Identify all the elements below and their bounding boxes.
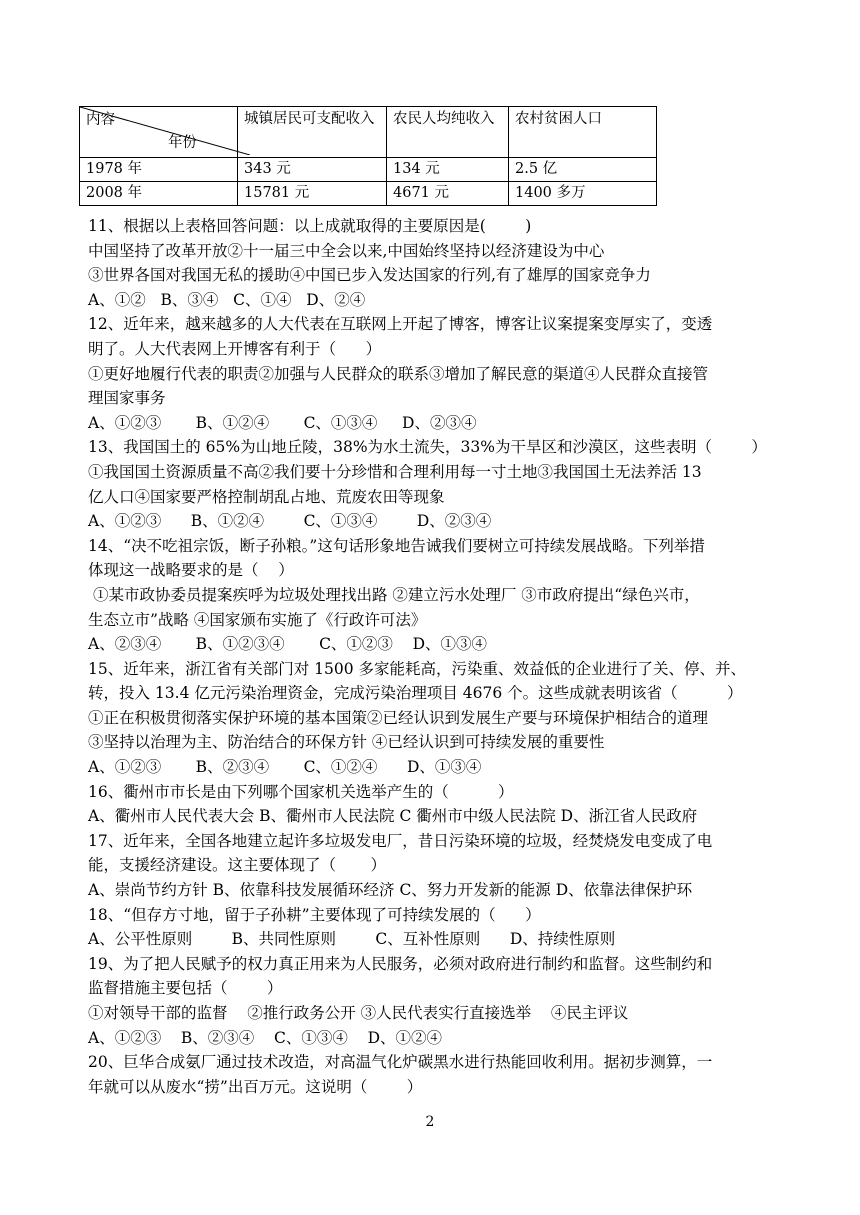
table-row xyxy=(80,158,657,182)
text-line: ③世界各国对我国无私的援助④中国已步入发达国家的行列,有了雄厚的国家竞争力 xyxy=(88,266,651,285)
text-line: 生态立市”战略 ④国家颁布实施了《行政许可法》 xyxy=(88,610,427,629)
text-line: A、①②③ B、①②④ C、①③④ D、②③④ xyxy=(88,512,492,531)
text-line: A、公平性原则 B、共同性原则 C、互补性原则 D、持续性原则 xyxy=(88,930,616,949)
text-line: 17、近年来，全国各地建立起许多垃圾发电厂，昔日污染环境的垃圾，经焚烧发电变成了电 xyxy=(88,831,713,850)
income-table xyxy=(79,106,657,206)
table-cell-year: 1978 年 xyxy=(80,158,238,182)
table-header-row xyxy=(80,107,657,158)
text-line: ③坚持以治理为主、防治结合的环保方针 ④已经认识到可持续发展的重要性 xyxy=(88,733,605,752)
text-line: 14、“决不吃祖宗饭，断子孙粮。”这句话形象地告诫我们要树立可持续发展战略。下列举措 xyxy=(88,536,705,555)
page-number: 2 xyxy=(425,1114,435,1130)
text-line: A、①② B、③④ C、①④ D、②④ xyxy=(88,290,366,309)
table-cell-poverty: 2.5 亿 xyxy=(509,158,657,182)
text-line: 年就可以从废水“捞”出百万元。这说明（ ） xyxy=(88,1077,423,1096)
text-line: 体现这一战略要求的是（ ） xyxy=(88,561,294,580)
text-line: 能，支援经济建设。这主要体现了（ ） xyxy=(88,856,386,875)
text-line: 亿人口④国家要严格控制胡乱占地、荒废农田等现象 xyxy=(88,487,445,506)
text-line: A、①②③ B、②③④ C、①③④ D、①②④ xyxy=(88,1028,442,1047)
text-line: 20、巨华合成氨厂通过技术改造，对高温气化炉碳黑水进行热能回收利用。据初步测算，一 xyxy=(88,1053,713,1072)
text-line: 15、近年来，浙江省有关部门对 1500 多家能耗高，污染重、效益低的企业进行了关、停、并、 xyxy=(88,659,747,678)
table-cell-urban: 15781 元 xyxy=(238,182,387,206)
text-line: 中国坚持了改革开放②十一届三中全会以来,中国始终坚持以经济建设为中心 xyxy=(88,241,605,260)
text-line: ①某市政协委员提案疾呼为垃圾处理找出路 ②建立污水处理厂 ③市政府提出“绿色兴市， xyxy=(88,585,700,604)
table-cell-urban: 343 元 xyxy=(238,158,387,182)
table-row xyxy=(80,182,657,206)
header-rural-income: 农民人均纯收入 xyxy=(387,107,509,158)
table-cell-rural: 134 元 xyxy=(387,158,509,182)
text-line: A、衢州市人民代表大会 B、衢州市人民法院 C 衢州市中级人民法院 D、浙江省人民政府 xyxy=(88,807,698,826)
text-line: 转，投入 13.4 亿元污染治理资金，完成污染治理项目 4676 个。这些成就表明该省（ ） xyxy=(88,684,743,703)
header-content-label: 内容 xyxy=(86,112,115,128)
text-line: ①更好地履行代表的职责②加强与人民群众的联系③增加了解民意的渠道④人民群众直接管 xyxy=(88,364,709,383)
text-line: 19、为了把人民赋予的权力真正用来为人民服务，必须对政府进行制约和监督。这些制约和 xyxy=(88,954,713,973)
table-cell-year: 2008 年 xyxy=(80,182,238,206)
text-line: 16、衢州市市长是由下列哪个国家机关选举产生的（ ） xyxy=(88,782,514,801)
text-line: A、①②③ B、②③④ C、①②④ D、①③④ xyxy=(88,758,482,777)
diagonal-header-cell xyxy=(80,107,238,158)
header-year-label: 年份 xyxy=(168,135,197,151)
text-line: 13、我国国土的 65%为山地丘陵，38%为水土流失，33%为干旱区和沙漠区，这些表明（ ） xyxy=(88,438,767,457)
text-line: 监督措施主要包括（ ） xyxy=(88,979,283,998)
text-line: 11、根据以上表格回答问题：以上成就取得的主要原因是( ) xyxy=(88,217,532,235)
table-cell-poverty: 1400 多万 xyxy=(509,182,657,206)
header-urban-income: 城镇居民可支配收入 xyxy=(238,107,387,158)
text-line: A、①②③ B、①②④ C、①③④ D、②③④ xyxy=(88,413,477,432)
text-line: 12、近年来，越来越多的人大代表在互联网上开起了博客，博客让议案提案变厚实了，变透 xyxy=(88,315,713,334)
text-line: A、崇尚节约方针 B、依靠科技发展循环经济 C、努力开发新的能源 D、依靠法律保护环 xyxy=(88,881,693,900)
text-line: 明了。人大代表网上开博客有利于（ ） xyxy=(88,339,382,358)
text-line: 理国家事务 xyxy=(88,389,166,408)
text-line: ①我国国土资源质量不高②我们要十分珍惜和合理利用每一寸土地③我国国土无法养活 13 xyxy=(88,462,702,481)
question-text xyxy=(88,214,788,1099)
text-line: ①对领导干部的监督 ②推行政务公开 ③人民代表实行直接选举 ④民主评议 xyxy=(88,1004,629,1022)
text-line: A、②③④ B、①②③④ C、①②③ D、①③④ xyxy=(88,635,488,654)
table-cell-rural: 4671 元 xyxy=(387,182,509,206)
text-line: ①正在积极贯彻落实保护环境的基本国策②已经认识到发展生产要与环境保护相结合的道理 xyxy=(88,708,709,727)
text-line: 18、“但存方寸地，留于子孙耕”主要体现了可持续发展的（ ） xyxy=(88,905,541,924)
header-rural-poverty: 农村贫困人口 xyxy=(509,107,657,158)
